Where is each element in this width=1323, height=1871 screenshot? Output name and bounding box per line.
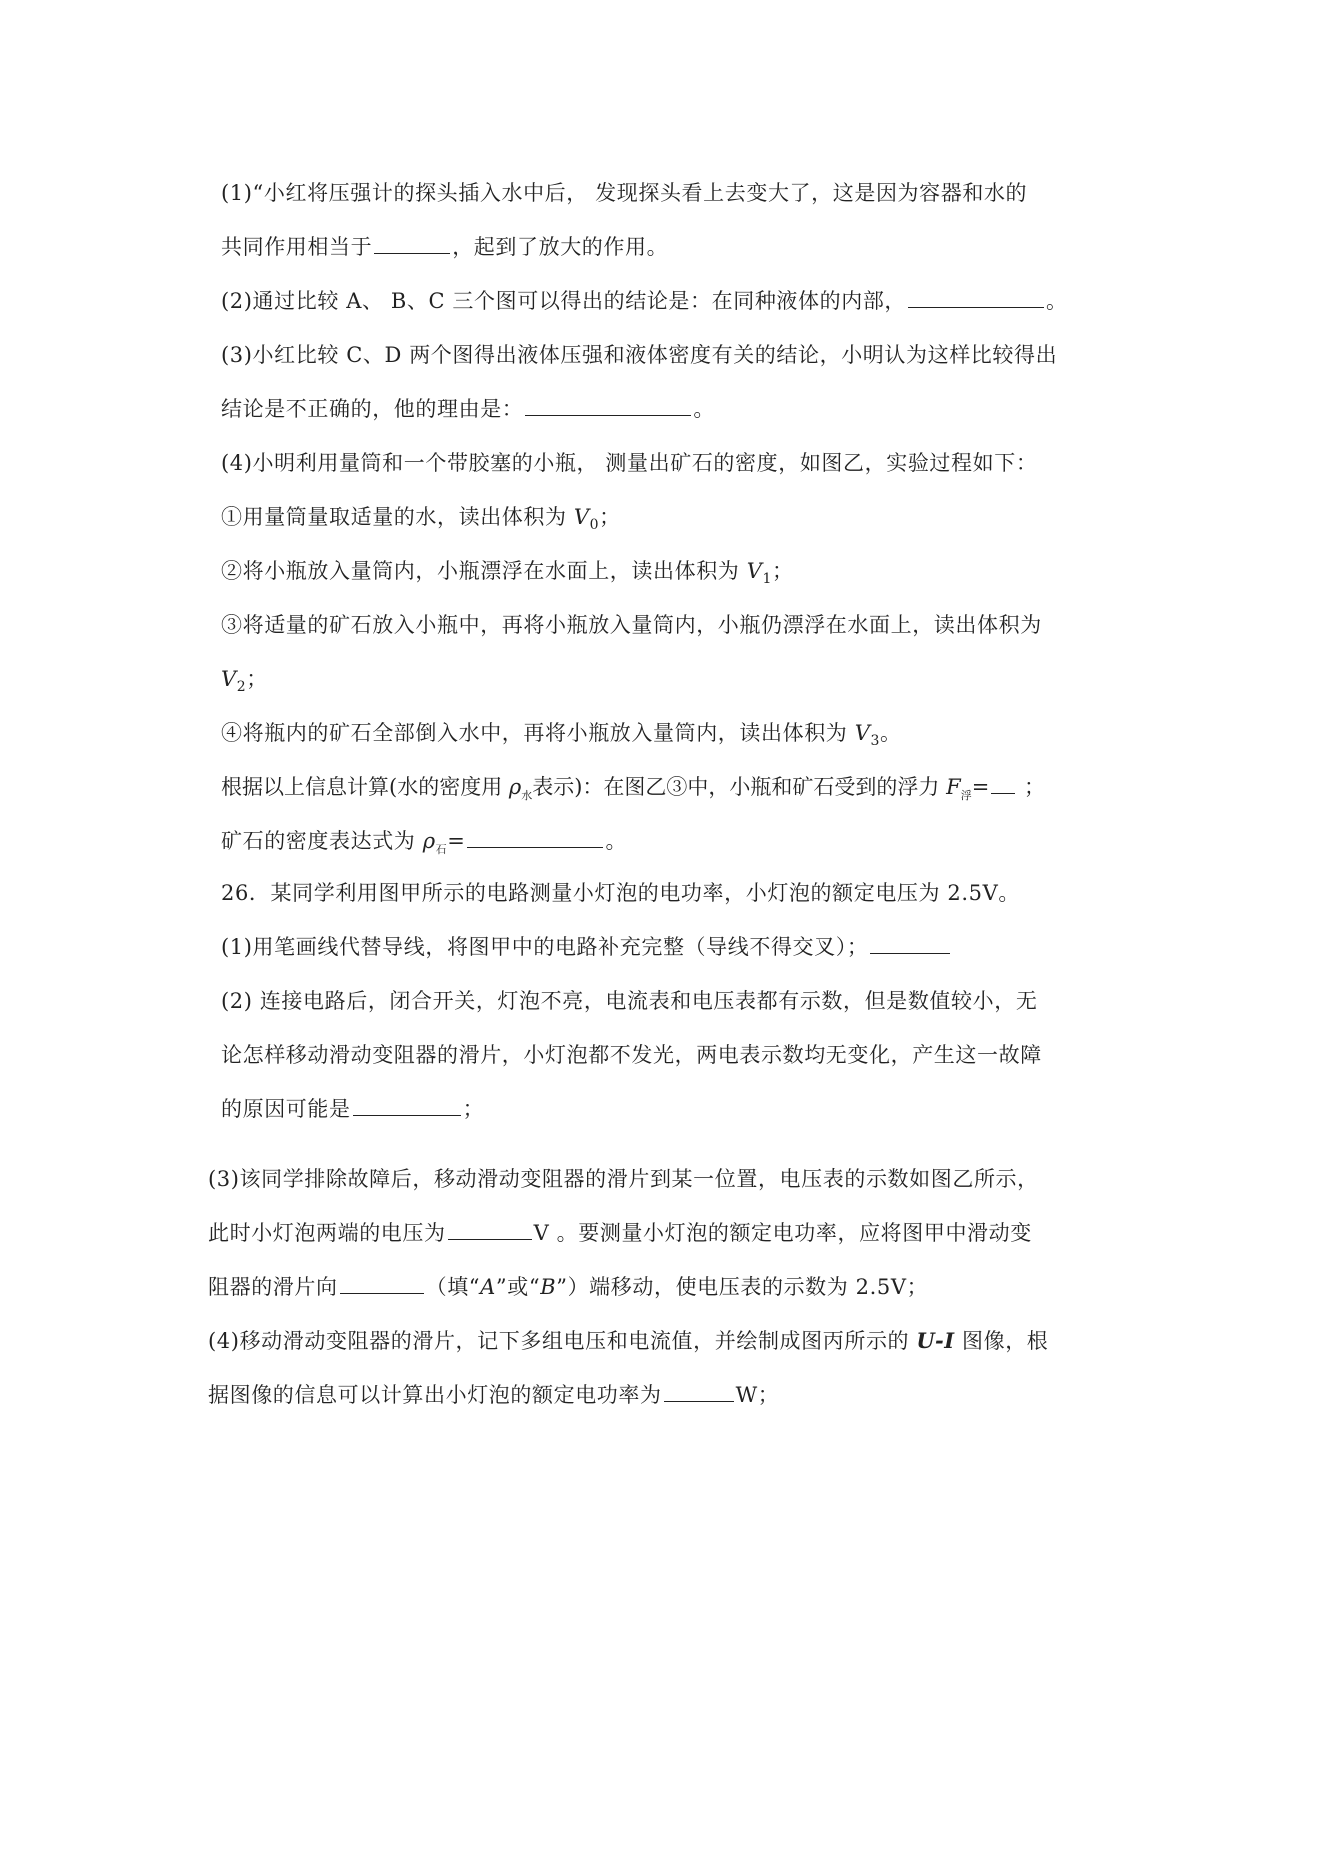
q25-buoyancy-blank[interactable] xyxy=(991,773,1015,794)
q25-step3-sub: 2 xyxy=(236,679,247,695)
q25-density-text: 矿石的密度表达式为 xyxy=(221,829,423,853)
q25-calc-text-mid: 表示)：在图乙③中，小瓶和矿石受到的浮力 xyxy=(532,775,947,799)
q26-part3-line2 xyxy=(208,1218,1032,1248)
q26-part3-text-b-mid: V 。要测量小灯泡的额定电功率，应将图甲中滑动变 xyxy=(533,1221,1032,1245)
q25-density-end: 。 xyxy=(605,829,628,853)
q25-density-line xyxy=(221,826,627,865)
q26-part3-line1 xyxy=(208,1164,1039,1194)
q26-part4-line2 xyxy=(208,1380,779,1410)
q26-part5-end: W； xyxy=(735,1383,780,1407)
q25-part3-blank[interactable] xyxy=(525,395,691,416)
q25-part1-text-pre: 共同作用相当于 xyxy=(221,235,373,259)
q26-part4-line1 xyxy=(208,1326,1048,1356)
q26-power-blank[interactable] xyxy=(664,1381,734,1402)
q26-part2-blank[interactable] xyxy=(353,1095,461,1116)
q25-part3-text: (3)小红比较 C、D 两个图得出液体压强和液体密度有关的结论，小明认为这样比较得出 xyxy=(221,343,1058,367)
q26-part2-line1 xyxy=(221,986,1037,1016)
q25-step1-end: ； xyxy=(599,505,621,529)
q26-part3-text-b-pre: 此时小灯泡两端的电压为 xyxy=(208,1221,446,1245)
q25-calc-F: F xyxy=(946,775,961,799)
q26-part3-fill: （填“ xyxy=(425,1275,481,1299)
q25-calc-text-pre: 根据以上信息计算(水的密度用 xyxy=(221,775,509,799)
q26-option-a: A xyxy=(480,1275,496,1299)
q25-step3-var: V xyxy=(221,667,237,691)
q25-part1-line1 xyxy=(221,178,1027,208)
q25-part1-blank[interactable] xyxy=(374,233,450,254)
q25-density-rho: ρ xyxy=(422,829,436,853)
q25-step1-sub: 0 xyxy=(589,517,600,533)
q25-part2-end: 。 xyxy=(1046,289,1068,313)
q25-part1-text-post: ，起到了放大的作用。 xyxy=(452,235,669,259)
q26-part2-line2 xyxy=(221,1040,1042,1070)
q25-step4-end: 。 xyxy=(879,721,902,745)
q26-direction-blank[interactable] xyxy=(340,1273,424,1294)
q25-part3-line1 xyxy=(221,340,1057,370)
q26-part3-or: ”或“ xyxy=(495,1275,541,1299)
q25-calc-line xyxy=(221,772,1045,811)
q25-step3-end: ； xyxy=(246,667,268,691)
q26-part1-text: (1)用笔画线代替导线，将图甲中的电路补充完整（导线不得交叉）； xyxy=(221,935,869,959)
q26-option-b: B xyxy=(540,1275,557,1299)
q25-part3-end: 。 xyxy=(693,397,716,421)
q25-step2-var: V xyxy=(746,559,763,583)
q25-density-eq: = xyxy=(447,829,466,853)
q25-part2-text: (2)通过比较 A、 B、C 三个图可以得出的结论是：在同种液体的内部， xyxy=(221,289,907,313)
q26-part3-line3 xyxy=(208,1272,928,1302)
q26-part3-text-c-pre: 阻器的滑片向 xyxy=(208,1275,338,1299)
q25-step4-line xyxy=(221,718,902,756)
q26-ui-label: U-I xyxy=(916,1328,955,1353)
q25-density-rho-sub: 石 xyxy=(435,843,448,856)
q25-part4-text: (4)小明利用量筒和一个带胶塞的小瓶， 测量出矿石的密度，如图乙，实验过程如下： xyxy=(221,451,1038,475)
q26-part5-text: 据图像的信息可以计算出小灯泡的额定电功率为 xyxy=(208,1383,662,1407)
q25-step3-line1 xyxy=(221,610,1042,640)
q25-part2-line xyxy=(221,286,1068,316)
q25-step2-line xyxy=(221,556,794,594)
q26-part3-end: ”）端移动，使电压表的示数为 2.5V； xyxy=(556,1275,929,1299)
q26-part2-line3 xyxy=(221,1094,484,1124)
q26-title-text: 26．某同学利用图甲所示的电路测量小灯泡的电功率，小灯泡的额定电压为 2.5V。 xyxy=(221,881,1020,905)
q25-step3-line2 xyxy=(221,664,268,702)
q25-part1-line2 xyxy=(221,232,668,262)
q25-step1-text: ①用量筒量取适量的水，读出体积为 xyxy=(221,505,574,529)
q25-density-blank[interactable] xyxy=(467,827,603,848)
q25-step2-text: ②将小瓶放入量筒内，小瓶漂浮在水面上，读出体积为 xyxy=(221,559,747,583)
q25-step4-sub: 3 xyxy=(870,733,880,749)
q26-part1-blank[interactable] xyxy=(870,933,950,954)
q26-voltage-blank[interactable] xyxy=(448,1219,532,1240)
q26-part4-text: (4)移动滑动变阻器的滑片，记下多组电压和电流值，并绘制成图丙所示的 xyxy=(208,1329,917,1353)
q26-part1-line xyxy=(221,932,952,962)
q25-calc-F-sub: 浮 xyxy=(960,789,972,802)
q25-calc-rho: ρ xyxy=(508,775,522,799)
q25-step2-end: ； xyxy=(771,559,794,583)
q26-part2-end: ； xyxy=(462,1097,485,1121)
q26-title xyxy=(221,878,1020,908)
q25-part2-blank[interactable] xyxy=(908,287,1044,308)
q25-calc-eq: = xyxy=(971,775,990,799)
q25-step1-line xyxy=(221,502,621,540)
q25-step3-text: ③将适量的矿石放入小瓶中，再将小瓶放入量筒内，小瓶仍漂浮在水面上，读出体积为 xyxy=(221,613,1042,637)
q25-step4-var: V xyxy=(854,721,871,745)
q26-part4-end: 图像，根 xyxy=(954,1329,1049,1353)
q25-calc-end: ； xyxy=(1017,775,1045,799)
q25-step1-var: V xyxy=(573,505,590,529)
q25-calc-rho-sub: 水 xyxy=(521,789,533,802)
q25-part4-line xyxy=(221,448,1037,478)
q26-part2-text-b: 论怎样移动滑动变阻器的滑片，小灯泡都不发光，两电表示数均无变化，产生这一故障 xyxy=(221,1043,1042,1067)
q25-step2-sub: 1 xyxy=(762,571,772,587)
q25-part3-text-pre: 结论是不正确的，他的理由是： xyxy=(221,397,524,421)
q25-step4-text: ④将瓶内的矿石全部倒入水中，再将小瓶放入量筒内，读出体积为 xyxy=(221,721,855,745)
q25-part1-text: (1)“小红将压强计的探头插入水中后， 发现探头看上去变大了，这是因为容器和水的 xyxy=(221,181,1028,205)
q26-part2-text-c: 的原因可能是 xyxy=(221,1097,351,1121)
q26-part2-text-a: (2) 连接电路后，闭合开关，灯泡不亮，电流表和电压表都有示数，但是数值较小，无 xyxy=(221,989,1038,1013)
q26-part3-text-a: (3)该同学排除故障后，移动滑动变阻器的滑片到某一位置，电压表的示数如图乙所示， xyxy=(208,1167,1039,1191)
q25-part3-line2 xyxy=(221,394,715,424)
